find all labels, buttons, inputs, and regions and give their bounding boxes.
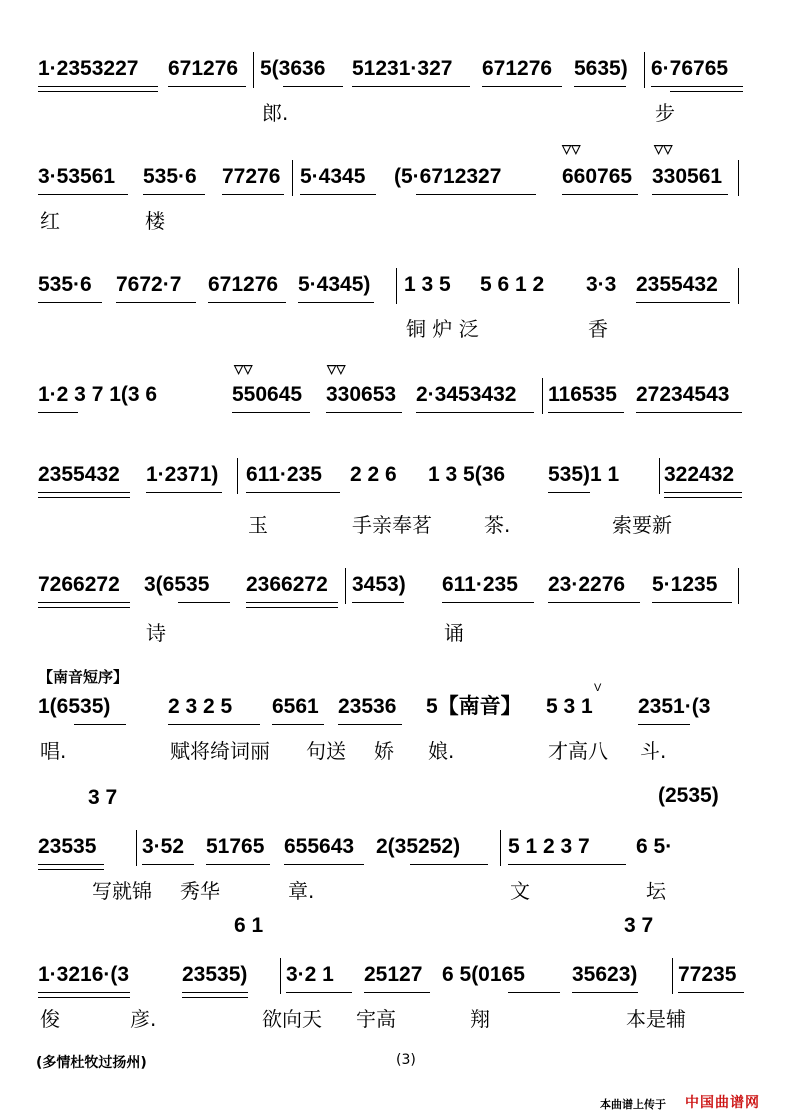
upload-credit: 本曲谱上传于 — [600, 1098, 666, 1111]
lyric: 步 — [655, 101, 675, 125]
underline — [38, 497, 130, 498]
underline — [182, 997, 248, 998]
score-title-footer: (多情杜牧过扬州) — [36, 1055, 147, 1071]
note-group: 23535 — [38, 835, 97, 858]
note-group: 5635) — [574, 57, 628, 80]
note-group: 611·235 — [246, 463, 322, 486]
underline — [636, 302, 730, 303]
underline — [208, 302, 286, 303]
note-group: 330653 — [326, 383, 397, 406]
barline — [644, 52, 645, 88]
note-group: 77235 — [678, 963, 737, 986]
underline — [38, 302, 102, 303]
underline — [286, 992, 352, 993]
barline — [738, 160, 739, 196]
underline — [678, 992, 744, 993]
underline — [38, 864, 104, 865]
barline — [396, 268, 397, 304]
lyric: 茶. — [484, 513, 511, 537]
note-group: 3453) — [352, 573, 406, 596]
underline — [638, 724, 690, 725]
above-notes: (2535) — [658, 784, 719, 807]
underline — [482, 86, 562, 87]
underline — [352, 86, 470, 87]
note-group: 1 3 5(36 — [428, 463, 506, 486]
underline — [38, 194, 128, 195]
underline — [206, 864, 270, 865]
note-group: 2 3 2 5 — [168, 695, 233, 718]
notes-line — [0, 268, 790, 312]
lyric: 娇 — [374, 739, 394, 763]
lyric: 宇高 — [356, 1007, 396, 1031]
note-group: 7266272 — [38, 573, 120, 596]
note-group: 3·53561 — [38, 165, 116, 188]
underline — [548, 412, 624, 413]
lyric: 红 — [40, 209, 60, 233]
score-row-6 — [0, 568, 790, 678]
lyric: 娘. — [428, 739, 455, 763]
underline — [168, 86, 246, 87]
note-group: 3(6535 — [144, 573, 210, 596]
underline — [548, 492, 590, 493]
note-group: 5 3 1 — [546, 695, 593, 718]
note-group: 535)1 1 — [548, 463, 620, 486]
breath-mark: V — [594, 682, 602, 694]
above-notes: 6 1 — [234, 914, 264, 937]
lyric: 斗. — [640, 739, 667, 763]
underline — [664, 497, 742, 498]
note-group: 3·2 1 — [286, 963, 334, 986]
note-group: 2355432 — [38, 463, 120, 486]
note-group: 2 2 6 — [350, 463, 397, 486]
barline — [345, 568, 346, 604]
note-group: 655643 — [284, 835, 355, 858]
underline — [572, 992, 638, 993]
notes-line — [0, 958, 790, 1002]
underline — [283, 86, 343, 87]
underline — [246, 607, 338, 608]
underline — [222, 194, 284, 195]
lyric: 彦. — [130, 1007, 157, 1031]
note-group: 2351·(3 — [638, 695, 711, 718]
note-group: 1·2 3 7 1(3 6 — [38, 383, 158, 406]
barline — [738, 268, 739, 304]
above-notes: 3 7 — [88, 786, 118, 809]
note-group: 23535) — [182, 963, 248, 986]
note-group: 660765 — [562, 165, 633, 188]
lyric: 郎. — [262, 101, 289, 125]
ornament-marks: ▽▽ — [654, 142, 673, 156]
barline — [280, 958, 281, 994]
note-group: 5 6 1 2 — [480, 273, 545, 296]
lyric: 楼 — [145, 209, 165, 233]
note-group: 5【南音】 — [426, 695, 522, 718]
lyric: 诵 — [444, 621, 464, 645]
note-group: 6·76765 — [651, 57, 729, 80]
lyrics-line — [0, 876, 790, 906]
underline — [338, 724, 402, 725]
lyrics-line — [0, 510, 790, 540]
lyric: 赋将绮词丽 — [170, 739, 270, 763]
score-row-8 — [0, 784, 790, 940]
underline — [246, 492, 340, 493]
underline — [142, 864, 194, 865]
note-group: 5(3636 — [260, 57, 326, 80]
lyrics-line — [0, 618, 790, 648]
note-group: 27234543 — [636, 383, 730, 406]
notes-line — [0, 568, 790, 612]
note-group: 77276 — [222, 165, 281, 188]
barline — [253, 52, 254, 88]
underline — [178, 602, 230, 603]
notes-line — [0, 52, 790, 96]
underline — [38, 602, 130, 603]
barline — [672, 958, 673, 994]
underline — [508, 864, 626, 865]
lyric: 翔 — [470, 1007, 490, 1031]
note-group: 5·4345) — [298, 273, 371, 296]
note-group: 51231·327 — [352, 57, 453, 80]
underline — [38, 992, 130, 993]
underline — [298, 302, 374, 303]
lyric: 本是辅 — [626, 1007, 686, 1031]
ornament-marks: ▽▽ — [327, 362, 346, 376]
note-group: 116535 — [548, 383, 617, 406]
lyrics-line — [0, 1004, 790, 1034]
underline — [38, 997, 130, 998]
underline — [182, 992, 248, 993]
underline — [664, 492, 742, 493]
note-group: 1(6535) — [38, 695, 111, 718]
notes-line — [0, 458, 790, 502]
note-group: 535·6 — [143, 165, 197, 188]
underline — [652, 602, 732, 603]
note-group: 1·2371) — [146, 463, 219, 486]
underline — [38, 869, 104, 870]
lyrics-line — [0, 736, 790, 766]
ornament-marks: ▽▽ — [562, 142, 581, 156]
underline — [74, 724, 126, 725]
notes-line — [0, 378, 790, 422]
underline — [116, 302, 196, 303]
note-group: 2355432 — [636, 273, 718, 296]
lyric: 坛 — [646, 879, 666, 903]
lyric: 香 — [588, 317, 608, 341]
barline — [738, 568, 739, 604]
underline — [38, 607, 130, 608]
lyric: 索要新 — [612, 513, 672, 537]
lyric: 才高八 — [548, 739, 608, 763]
note-group: 1·2353227 — [38, 57, 139, 80]
note-group: 2(35252) — [376, 835, 461, 858]
notes-line — [0, 830, 790, 874]
underline — [143, 194, 205, 195]
barline — [659, 458, 660, 494]
note-group: 330561 — [652, 165, 723, 188]
underline — [38, 86, 158, 87]
note-group: 535·6 — [38, 273, 92, 296]
underline — [574, 86, 626, 87]
site-logo[interactable]: 中国曲谱网 — [685, 1095, 760, 1111]
note-group: 7672·7 — [116, 273, 182, 296]
note-group: (5·6712327 — [394, 165, 502, 188]
lyrics-line — [0, 98, 790, 128]
underline — [410, 864, 488, 865]
underline — [364, 992, 430, 993]
note-group: 5 1 2 3 7 — [508, 835, 590, 858]
note-group: 671276 — [482, 57, 553, 80]
lyric: 铜 炉 泛 — [406, 317, 479, 341]
note-group: 5·1235 — [652, 573, 718, 596]
lyrics-line — [0, 206, 790, 236]
underline — [352, 602, 404, 603]
underline — [300, 194, 376, 195]
underline — [416, 412, 534, 413]
notes-line — [0, 160, 790, 204]
note-group: 671276 — [168, 57, 239, 80]
score-row-2 — [0, 142, 790, 270]
underline — [562, 194, 638, 195]
lyric: 手亲奉茗 — [352, 513, 432, 537]
underline — [636, 412, 742, 413]
barline — [136, 830, 137, 866]
lyric: 玉 — [248, 513, 268, 537]
lyric: 唱. — [40, 739, 67, 763]
lyric: 写就锦 — [92, 879, 152, 903]
lyric: 欲向天 — [262, 1007, 322, 1031]
note-group: 6561 — [272, 695, 319, 718]
underline — [146, 492, 222, 493]
underline — [442, 602, 534, 603]
page-number: (3) — [396, 1052, 416, 1068]
note-group: 6 5· — [636, 835, 673, 858]
underline — [508, 992, 560, 993]
underline — [232, 412, 310, 413]
underline — [272, 724, 324, 725]
note-group: 51765 — [206, 835, 265, 858]
lyric: 章. — [288, 879, 315, 903]
note-group: 550645 — [232, 383, 303, 406]
score-row-3 — [0, 268, 790, 378]
score-row-5 — [0, 458, 790, 568]
barline — [292, 160, 293, 196]
note-group: 322432 — [664, 463, 735, 486]
section-label: 【南音短序】 — [38, 668, 129, 686]
note-group: 3·52 — [142, 835, 185, 858]
note-group: 2366272 — [246, 573, 328, 596]
lyric: 秀华 — [180, 879, 220, 903]
note-group: 2·3453432 — [416, 383, 517, 406]
lyric: 文 — [510, 879, 530, 903]
underline — [246, 602, 338, 603]
note-group: 6 5(0165 — [442, 963, 525, 986]
note-group: 671276 — [208, 273, 279, 296]
underline — [38, 412, 78, 413]
notes-line — [0, 690, 790, 734]
lyric: 俊 — [40, 1007, 60, 1031]
ornament-marks: ▽▽ — [234, 362, 253, 376]
underline — [326, 412, 402, 413]
underline — [652, 194, 728, 195]
note-group: 3·3 — [586, 273, 617, 296]
note-group: 23·2276 — [548, 573, 626, 596]
underline — [651, 86, 743, 87]
lyric: 句送 — [306, 739, 346, 763]
note-group: 1 3 5 — [404, 273, 451, 296]
underline — [168, 724, 260, 725]
underline — [548, 602, 640, 603]
underline — [38, 91, 158, 92]
barline — [237, 458, 238, 494]
lyric: 诗 — [146, 621, 166, 645]
note-group: 611·235 — [442, 573, 518, 596]
barline — [500, 830, 501, 866]
note-group: 23536 — [338, 695, 397, 718]
underline — [284, 864, 364, 865]
note-group: 25127 — [364, 963, 423, 986]
barline — [542, 378, 543, 414]
note-group: 1·3216·(3 — [38, 963, 130, 986]
above-notes: 3 7 — [624, 914, 654, 937]
note-group: 35623) — [572, 963, 638, 986]
underline — [38, 492, 130, 493]
underline — [670, 91, 743, 92]
note-group: 5·4345 — [300, 165, 366, 188]
lyrics-line — [0, 314, 790, 344]
underline — [416, 194, 536, 195]
